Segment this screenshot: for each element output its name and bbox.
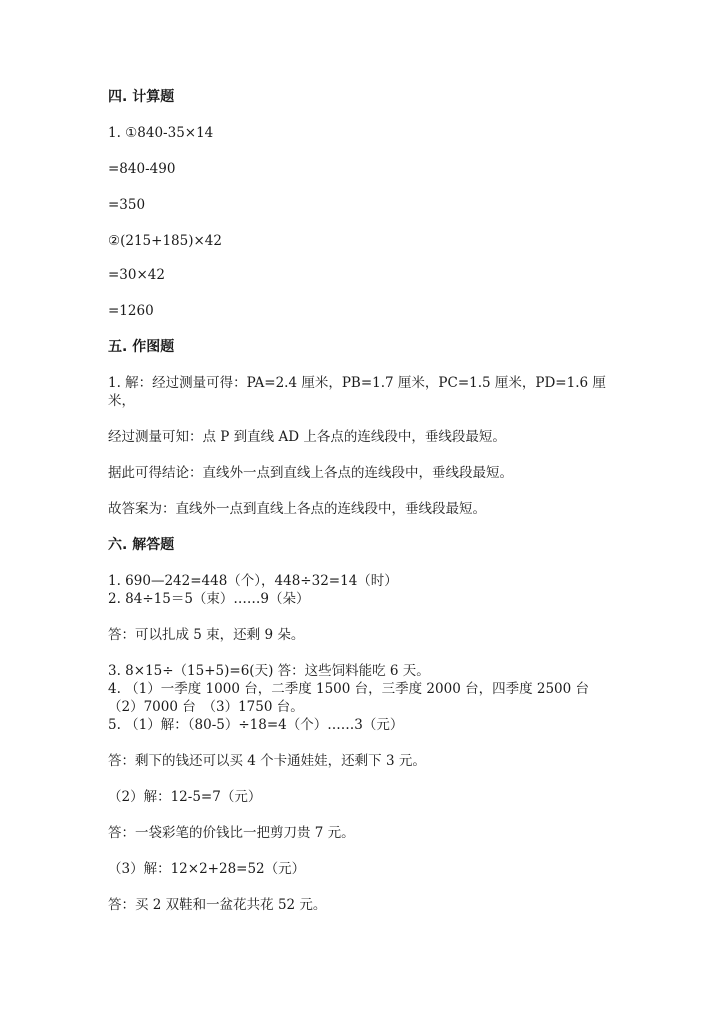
- text-line: 4. （1）一季度 1000 台，二季度 1500 台，三季度 2000 台，四季度 2500 台: [108, 681, 590, 697]
- text-line: 答：剩下的钱还可以买 4 个卡通娃娃，还剩下 3 元。: [108, 753, 426, 769]
- text-line: （3）解：12×2+28=52（元）: [108, 861, 306, 877]
- text-line: 1. ①840-35×14: [108, 125, 214, 141]
- text-line: ②(215+185)×42: [108, 233, 222, 249]
- text-line: 经过测量可知：点 P 到直线 AD 上各点的连线段中，垂线段最短。: [108, 429, 506, 445]
- text-line: （2）解：12-5=7（元）: [108, 789, 262, 805]
- text-line: 答：一袋彩笔的价钱比一把剪刀贵 7 元。: [108, 825, 355, 841]
- section-heading-drawing: 五. 作图题: [108, 339, 175, 355]
- text-line: 故答案为：直线外一点到直线上各点的连线段中，垂线段最短。: [108, 501, 486, 517]
- text-line: =1260: [108, 303, 154, 319]
- section-heading-calculation: 四. 计算题: [108, 89, 175, 105]
- text-line: =840-490: [108, 161, 176, 177]
- text-line: 3. 8×15÷（15+5)=6(天) 答：这些饲料能吃 6 天。: [108, 663, 430, 679]
- text-line: 1. 690—242=448（个），448÷32=14（时）: [108, 573, 398, 589]
- text-line: 答：买 2 双鞋和一盆花共花 52 元。: [108, 897, 327, 913]
- text-line: 5. （1）解：（80-5）÷18=4（个）……3（元）: [108, 717, 404, 733]
- text-line: =350: [108, 197, 146, 213]
- text-line: 答：可以扎成 5 束，还剩 9 朵。: [108, 627, 305, 643]
- text-line: =30×42: [108, 267, 165, 283]
- text-line: 1. 解：经过测量可得：PA=2.4 厘米，PB=1.7 厘米，PC=1.5 厘米，PD=1.6 厘: [108, 375, 606, 391]
- text-line: 据此可得结论：直线外一点到直线上各点的连线段中，垂线段最短。: [108, 465, 513, 481]
- section-heading-word-problems: 六. 解答题: [108, 537, 175, 553]
- text-line: （2）7000 台 （3）1750 台。: [108, 699, 304, 715]
- text-line: 2. 84÷15＝5（束）……9（朵）: [108, 591, 310, 607]
- text-line: 米，: [108, 393, 135, 409]
